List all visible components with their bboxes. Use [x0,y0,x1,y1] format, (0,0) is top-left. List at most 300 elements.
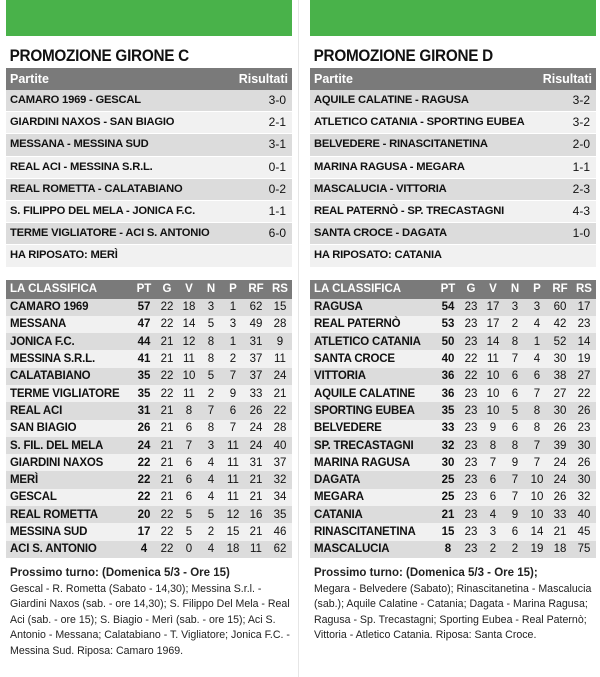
standings-cell: 10 [482,368,504,385]
standings-cell: 7 [504,471,526,488]
match-score: 6-0 [268,226,286,241]
team-name: MEGARA [310,489,436,506]
team-name: GESCAL [6,489,132,506]
standings-cell: 14 [572,333,596,350]
standings-cell: 8 [200,420,222,437]
standings-cell: 7 [222,420,244,437]
standings-cell: 24 [548,454,572,471]
standings-row [6,402,292,419]
standings-cell: 4 [482,506,504,523]
standings-row [6,541,292,558]
standings-cell: 6 [504,420,526,437]
standings-cell: 2 [504,316,526,333]
match-row [310,157,596,179]
standings-column-header: RS [268,280,292,299]
standings-cell: 22 [156,316,178,333]
standings-cell: 23 [460,454,482,471]
match-score: 0-1 [268,159,286,174]
next-round-text: Megara - Belvedere (Sabato); Rinascitanetina - Mascalucia (sab.); Aquile Calatine - Catania; Dagata - Marina Ragusa; Ragusa - Sp. Trecastagni; Sporting Eubea - Real Paternò; Vittoria - Atletico Catania. Riposa: Santa Croce. [314,582,592,642]
match-teams: REAL ROMETTA - CALATABIANO [10,182,183,195]
standings-cell: 22 [156,506,178,523]
standings-cell: 24 [244,420,268,437]
next-round [310,566,596,644]
results-list [310,90,596,268]
match-row [6,201,292,223]
standings-cell: 8 [436,541,460,558]
standings-cell: 5 [200,368,222,385]
standings-cell: 40 [268,437,292,454]
match-score: 4-3 [572,203,590,218]
standings-cell: 22 [460,350,482,367]
match-score: 3-1 [268,137,286,152]
standings-cell: 6 [178,471,200,488]
standings-row [310,506,596,523]
match-score: 1-1 [572,159,590,174]
standings-cell: 26 [548,489,572,506]
standings-cell: 23 [460,299,482,316]
standings-row [6,437,292,454]
standings-cell: 40 [572,506,596,523]
standings-row [310,368,596,385]
standings-cell: 2 [482,541,504,558]
match-teams: REAL PATERNÒ - SP. TRECASTAGNI [314,204,505,217]
standings-cell: 47 [132,316,156,333]
standings-cell: 22 [132,489,156,506]
next-round-text: Gescal - R. Rometta (Sabato - 14,30); Messina S.r.l. - Giardini Naxos (sab. - ore 14,30); S. Filippo Del Mela - Real Aci (sab. - ore 15); S. Biagio - Merì (sab. - ore 15); Aci S. Antonio - Messana; Calatabiano - T. Vigliatore; Jonica F.C. - Messina Sud. Riposa: Camaro 1969. [10,582,290,657]
standings-cell: 15 [222,523,244,540]
standings-cell: 25 [436,489,460,506]
standings-row [6,385,292,402]
match-teams: ATLETICO CATANIA - SPORTING EUBEA [314,116,525,129]
standings-cell: 9 [504,454,526,471]
standings-cell: 7 [504,489,526,506]
team-name: MESSINA SUD [6,523,132,540]
standings-cell: 52 [548,333,572,350]
column-divider [298,0,299,677]
girone-d-column [310,0,596,644]
standings-row [310,385,596,402]
standings-cell: 21 [156,471,178,488]
standings-row [6,316,292,333]
standings-cell: 30 [436,454,460,471]
standings-cell: 11 [178,350,200,367]
team-name: S. FIL. DEL MELA [6,437,132,454]
team-name: MERÌ [6,471,132,488]
standings-cell: 23 [460,541,482,558]
standings-row [6,471,292,488]
match-score: 3-2 [572,115,590,130]
standings-cell: 37 [268,454,292,471]
standings-cell: 35 [268,506,292,523]
standings-cell: 57 [132,299,156,316]
standings-cell: 18 [178,299,200,316]
standings-cell: 6 [482,489,504,506]
team-name: RINASCITANETINA [310,523,436,540]
standings-cell: 26 [548,420,572,437]
team-name: CATANIA [310,506,436,523]
standings-cell: 3 [482,523,504,540]
standings-cell: 8 [526,402,548,419]
standings-row [310,316,596,333]
standings-cell: 32 [436,437,460,454]
standings-cell: 34 [268,489,292,506]
team-name: SANTA CROCE [310,350,436,367]
standings-row [6,368,292,385]
standings-cell: 22 [132,454,156,471]
team-name: MASCALUCIA [310,541,436,558]
match-row [6,157,292,179]
standings-cell: 22 [132,471,156,488]
standings-cell: 6 [526,368,548,385]
standings-cell: 11 [244,541,268,558]
team-name: JONICA F.C. [6,333,132,350]
standings-cell: 35 [132,385,156,402]
standings-cell: 7 [222,368,244,385]
standings-cell: 15 [436,523,460,540]
standings-cell: 8 [482,437,504,454]
standings-cell: 5 [178,506,200,523]
standings-cell: 0 [178,541,200,558]
standings-cell: 5 [200,316,222,333]
team-name: CALATABIANO [6,368,132,385]
standings-header-row [6,280,292,299]
standings-cell: 30 [572,437,596,454]
standings-cell: 1 [222,299,244,316]
standings-cell: 24 [132,437,156,454]
match-row [6,90,292,112]
standings-cell: 22 [268,402,292,419]
standings-cell: 4 [526,316,548,333]
match-teams: SANTA CROCE - DAGATA [314,227,447,240]
results-header-right: Risultati [238,72,288,86]
standings-cell: 23 [460,471,482,488]
results-header-left: Partite [314,72,353,86]
standings-cell: 9 [482,420,504,437]
results-header-left: Partite [10,72,49,86]
match-row [6,179,292,201]
standings-cell: 30 [548,402,572,419]
team-name: MESSINA S.R.L. [6,350,132,367]
standings-cell: 7 [200,402,222,419]
standings-row [6,420,292,437]
standings-cell: 30 [548,350,572,367]
standings-column-header: N [200,280,222,299]
standings-cell: 75 [572,541,596,558]
standings-cell: 35 [436,402,460,419]
standings-cell: 17 [482,316,504,333]
standings-cell: 31 [244,454,268,471]
standings-cell: 21 [156,489,178,506]
match-teams: S. FILIPPO DEL MELA - JONICA F.C. [10,204,196,217]
match-teams: AQUILE CALATINE - RAGUSA [314,94,469,106]
standings-cell: 30 [572,471,596,488]
standings-column-header: G [156,280,178,299]
standings-cell: 21 [548,523,572,540]
standings-cell: 21 [268,385,292,402]
match-teams: HA RIPOSATO: CATANIA [314,249,442,262]
standings-cell: 11 [222,437,244,454]
standings-cell: 37 [244,350,268,367]
standings-row [6,506,292,523]
standings-column-header: RF [244,280,268,299]
standings-cell: 8 [200,350,222,367]
standings-cell: 4 [526,350,548,367]
standings-cell: 6 [504,523,526,540]
match-score: 1-0 [572,226,590,241]
team-name: AQUILE CALATINE [310,385,436,402]
match-teams: TERME VIGLIATORE - ACI S. ANTONIO [10,227,210,240]
standings-cell: 6 [178,420,200,437]
standings-cell: 21 [156,420,178,437]
team-name: SPORTING EUBEA [310,402,436,419]
standings-cell: 6 [178,454,200,471]
standings-cell: 12 [222,506,244,523]
standings-cell: 19 [526,541,548,558]
standings-cell: 23 [572,420,596,437]
standings-cell: 1 [526,333,548,350]
standings-row [310,350,596,367]
standings-cell: 6 [482,471,504,488]
team-name: ATLETICO CATANIA [310,333,436,350]
standings-cell: 14 [526,523,548,540]
standings-cell: 2 [200,523,222,540]
standings-cell: 3 [200,437,222,454]
standings-cell: 22 [156,368,178,385]
standings-cell: 15 [268,299,292,316]
standings-cell: 10 [526,471,548,488]
standings-cell: 6 [504,385,526,402]
standings-table [6,280,292,558]
standings-cell: 24 [548,471,572,488]
standings-cell: 31 [244,333,268,350]
standings-cell: 23 [460,385,482,402]
match-row [6,245,292,267]
standings-cell: 53 [436,316,460,333]
standings-cell: 22 [156,541,178,558]
team-name: REAL ACI [6,402,132,419]
standings-cell: 1 [222,333,244,350]
standings-cell: 10 [482,385,504,402]
results-header-right: Risultati [542,72,592,86]
standings-row [6,454,292,471]
match-score [286,245,288,266]
standings-cell: 5 [504,402,526,419]
standings-cell: 16 [244,506,268,523]
standings-cell: 3 [222,316,244,333]
standings-cell: 4 [200,471,222,488]
standings-cell: 46 [268,523,292,540]
match-score: 2-1 [268,115,286,130]
standings-cell: 31 [132,402,156,419]
standings-table [310,280,596,558]
match-row [310,90,596,112]
match-row [6,223,292,245]
match-score: 2-0 [572,137,590,152]
standings-row [6,523,292,540]
standings-cell: 32 [268,471,292,488]
standings-cell: 23 [460,523,482,540]
standings-cell: 21 [156,350,178,367]
standings-column-header: V [178,280,200,299]
standings-column-header: RF [548,280,572,299]
standings-cell: 11 [222,454,244,471]
standings-cell: 23 [572,316,596,333]
team-name: MARINA RAGUSA [310,454,436,471]
standings-cell: 9 [504,506,526,523]
standings-row [310,437,596,454]
next-round [6,566,292,660]
standings-cell: 18 [222,541,244,558]
standings-cell: 8 [200,333,222,350]
standings-cell: 22 [572,385,596,402]
standings-cell: 41 [132,350,156,367]
match-teams: GIARDINI NAXOS - SAN BIAGIO [10,116,175,129]
standings-cell: 22 [156,385,178,402]
standings-cell: 6 [178,489,200,506]
standings-column-header: PT [132,280,156,299]
standings-cell: 9 [268,333,292,350]
standings-column-header: RS [572,280,596,299]
standings-cell: 27 [572,368,596,385]
standings-row [310,402,596,419]
standings-cell: 33 [244,385,268,402]
match-row [6,112,292,134]
standings-cell: 32 [572,489,596,506]
standings-cell: 62 [268,541,292,558]
standings-cell: 2 [222,350,244,367]
match-score: 1-1 [268,203,286,218]
standings-cell: 24 [268,368,292,385]
standings-cell: 10 [526,506,548,523]
standings-cell: 7 [504,350,526,367]
standings-cell: 9 [222,385,244,402]
standings-cell: 23 [460,333,482,350]
standings-cell: 21 [244,489,268,506]
standings-column-header: P [526,280,548,299]
standings-cell: 45 [572,523,596,540]
standings-cell: 3 [504,299,526,316]
standings-cell: 7 [526,437,548,454]
standings-cell: 38 [548,368,572,385]
standings-row [6,350,292,367]
standings-row [6,299,292,316]
standings-cell: 8 [526,420,548,437]
match-teams: MESSANA - MESSINA SUD [10,138,149,151]
match-teams: CAMARO 1969 - GESCAL [10,94,141,106]
match-row [310,179,596,201]
standings-cell: 44 [132,333,156,350]
match-teams: MASCALUCIA - VITTORIA [314,182,447,195]
standings-cell: 2 [504,541,526,558]
standings-row [310,471,596,488]
standings-row [310,333,596,350]
standings-cell: 5 [178,523,200,540]
standings-cell: 23 [460,316,482,333]
standings-cell: 8 [178,402,200,419]
match-teams: BELVEDERE - RINASCITANETINA [314,138,488,151]
standings-cell: 10 [178,368,200,385]
standings-column-header: V [482,280,504,299]
standings-cell: 37 [244,368,268,385]
team-name: VITTORIA [310,368,436,385]
standings-cell: 6 [222,402,244,419]
standings-cell: 12 [178,333,200,350]
standings-cell: 24 [244,437,268,454]
standings-row [310,523,596,540]
standings-column-header: LA CLASSIFICA [310,280,436,299]
team-name: SAN BIAGIO [6,420,132,437]
standings-cell: 8 [504,333,526,350]
next-round-label: Prossimo turno: (Domenica 5/3 - Ore 15); [314,566,538,579]
team-name: BELVEDERE [310,420,436,437]
section-title: PROMOZIONE GIRONE C [9,46,189,65]
standings-cell: 36 [436,368,460,385]
standings-cell: 11 [222,489,244,506]
team-name: ACI S. ANTONIO [6,541,132,558]
standings-cell: 20 [132,506,156,523]
results-header [310,68,596,90]
standings-cell: 54 [436,299,460,316]
standings-cell: 21 [156,437,178,454]
standings-cell: 11 [482,350,504,367]
standings-cell: 4 [200,541,222,558]
standings-cell: 23 [460,437,482,454]
standings-column-header: LA CLASSIFICA [6,280,132,299]
standings-cell: 42 [548,316,572,333]
standings-column-header: P [222,280,244,299]
match-teams: MARINA RAGUSA - MEGARA [314,160,465,173]
next-round-label: Prossimo turno: (Domenica 5/3 - Ore 15) [10,566,230,579]
standings-row [310,489,596,506]
standings-cell: 26 [132,420,156,437]
standings-cell: 21 [436,506,460,523]
standings-cell: 35 [132,368,156,385]
standings-cell: 19 [572,350,596,367]
match-row [310,134,596,156]
standings-cell: 60 [548,299,572,316]
team-name: GIARDINI NAXOS [6,454,132,471]
standings-cell: 23 [460,506,482,523]
team-name: DAGATA [310,471,436,488]
standings-cell: 22 [460,368,482,385]
standings-column-header: G [460,280,482,299]
results-header [6,68,292,90]
match-score: 0-2 [268,181,286,196]
match-teams: HA RIPOSATO: MERÌ [10,249,118,262]
standings-cell: 4 [200,489,222,506]
standings-cell: 23 [460,489,482,506]
standings-cell: 33 [548,506,572,523]
standings-cell: 2 [200,385,222,402]
standings-cell: 5 [200,506,222,523]
standings-cell: 36 [436,385,460,402]
section-title: PROMOZIONE GIRONE D [313,46,493,65]
standings-row [310,299,596,316]
standings-cell: 26 [244,402,268,419]
standings-cell: 17 [572,299,596,316]
standings-cell: 49 [244,316,268,333]
match-row [310,245,596,267]
standings-cell: 40 [436,350,460,367]
standings-cell: 28 [268,420,292,437]
standings-cell: 33 [436,420,460,437]
standings-cell: 50 [436,333,460,350]
standings-cell: 18 [548,541,572,558]
standings-cell: 3 [200,299,222,316]
standings-row [6,489,292,506]
standings-cell: 23 [460,402,482,419]
standings-cell: 11 [268,350,292,367]
